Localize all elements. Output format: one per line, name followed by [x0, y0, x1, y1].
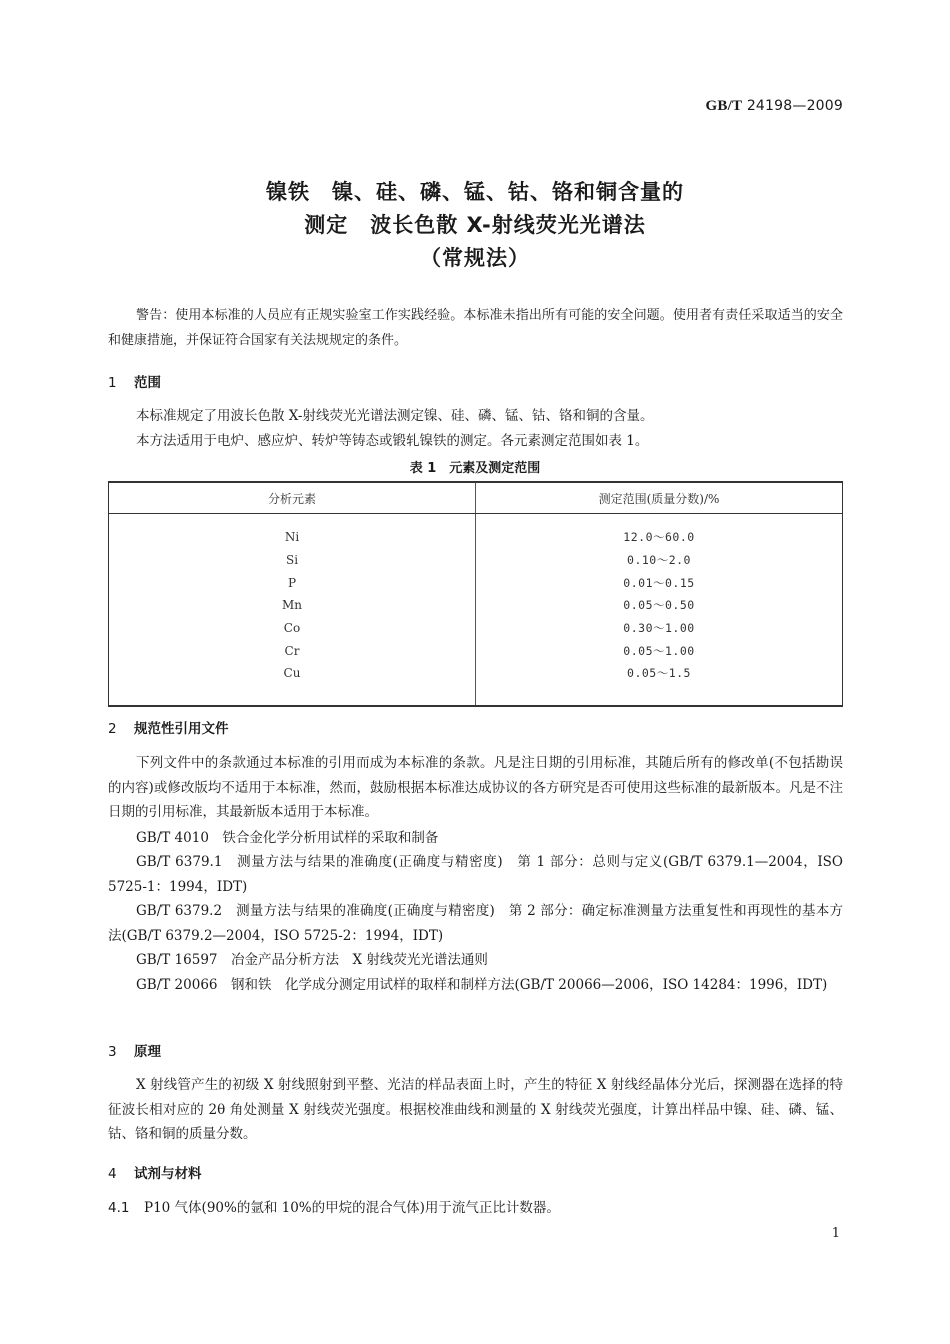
section-3-heading: [108, 1040, 161, 1060]
element-cell: Mn: [281, 598, 302, 613]
range-cell: 0.10～2.0: [476, 549, 843, 572]
section-number: 1: [108, 375, 117, 391]
page-number: 1: [831, 1226, 840, 1241]
column-header-range: 测定范围(质量分数)/%: [476, 482, 843, 514]
table-row: [109, 594, 843, 617]
section-4-heading: [108, 1162, 202, 1182]
title-line-1: 镍铁 镍、硅、磷、锰、钴、铬和铜含量的: [266, 180, 684, 204]
range-cell: 12.0～60.0: [476, 526, 843, 549]
section-number: 2: [108, 721, 117, 737]
standard-prefix: GB/T: [705, 98, 743, 114]
principle-paragraph: X 射线管产生的初级 X 射线照射到平整、光洁的样品表面上时，产生的特征 X 射线经晶体分光后，探测器在选择的特征波长相对应的 2θ 角处测量 X 射线荧光强度。根据校准曲线和测量的 X 射线荧光强度，计算出样品中镍、硅、磷、锰、钴、铬和铜的质量分数。: [108, 1077, 843, 1142]
element-cell: Co: [283, 621, 301, 636]
standard-code: [706, 98, 843, 115]
scope-paragraph-1: 本标准规定了用波长色散 X-射线荧光光谱法测定镍、硅、磷、锰、钴、铬和铜的含量。: [136, 408, 654, 424]
section-number: 3: [108, 1044, 117, 1060]
section-title: 规范性引用文件: [134, 721, 229, 737]
column-header-element: 分析元素: [109, 482, 476, 514]
table-row: [109, 662, 843, 685]
clause-4-1: [108, 1196, 843, 1221]
table-row: [109, 549, 843, 572]
section-number: 4: [108, 1166, 117, 1182]
reference-item: GB/T 6379.2 测量方法与结果的准确度(正确度与精密度) 第 2 部分：确定标准测量方法重复性和再现性的基本方法(GB/T 6379.2—2004，ISO 5725-2：1994，IDT): [108, 903, 843, 944]
reference-item: GB/T 4010 铁合金化学分析用试样的采取和制备: [136, 830, 439, 846]
section-title: 原理: [134, 1044, 161, 1060]
title-line-3: （常规法）: [420, 246, 530, 270]
warning-paragraph: 警告：使用本标准的人员应有正规实验室工作实践经验。本标准未指出所有可能的安全问题。使用者有责任采取适当的安全和健康措施，并保证符合国家有关法规规定的条件。: [108, 308, 843, 348]
range-cell: 0.30～1.00: [476, 617, 843, 640]
reference-item: GB/T 16597 冶金产品分析方法 X 射线荧光光谱法通则: [136, 952, 488, 968]
standard-number: 24198—2009: [746, 98, 843, 114]
element-cell: Cu: [283, 666, 301, 681]
range-cell: 0.05～1.5: [476, 662, 843, 685]
section-title: 范围: [134, 375, 161, 391]
title-line-2: 测定 波长色散 X-射线荧光光谱法: [304, 213, 646, 237]
reference-item: GB/T 20066 钢和铁 化学成分测定用试样的取样和制样方法(GB/T 20066—2006，ISO 14284：1996，IDT): [136, 977, 828, 993]
section-1-heading: [108, 371, 161, 391]
element-cell: Ni: [284, 530, 300, 545]
element-range-table: [108, 481, 843, 707]
range-cell: 0.01～0.15: [476, 571, 843, 594]
section-title: 试剂与材料: [134, 1166, 202, 1182]
element-cell: Cr: [284, 643, 300, 658]
table-row: [109, 526, 843, 549]
section-2-heading: [108, 717, 229, 737]
element-cell: Si: [285, 553, 299, 568]
table-caption: 表 1 元素及测定范围: [409, 461, 541, 476]
clause-number: 4.1: [108, 1200, 130, 1216]
range-cell: 0.05～0.50: [476, 594, 843, 617]
reference-item: GB/T 6379.1 测量方法与结果的准确度(正确度与精密度) 第 1 部分：总则与定义(GB/T 6379.1—2004，ISO 5725-1：1994，IDT): [108, 854, 848, 895]
scope-paragraph-2: 本方法适用于电炉、感应炉、转炉等铸态或锻轧镍铁的测定。各元素测定范围如表 1。: [136, 433, 649, 449]
references-intro: 下列文件中的条款通过本标准的引用而成为本标准的条款。凡是注日期的引用标准，其随后所有的修改单(不包括勘误的内容)或修改版均不适用于本标准，然而，鼓励根据本标准达成协议的各方研究是否可使用这些标准的最新版本。凡是不注日期的引用标准，其最新版本适用于本标准。: [108, 755, 843, 820]
element-cell: P: [287, 575, 297, 590]
clause-text: P10 气体(90%的氩和 10%的甲烷的混合气体)用于流气正比计数器。: [144, 1200, 560, 1216]
document-title: [0, 176, 950, 275]
table-row: [109, 639, 843, 662]
table-row: [109, 617, 843, 640]
range-cell: 0.05～1.00: [476, 639, 843, 662]
table-row: [109, 571, 843, 594]
